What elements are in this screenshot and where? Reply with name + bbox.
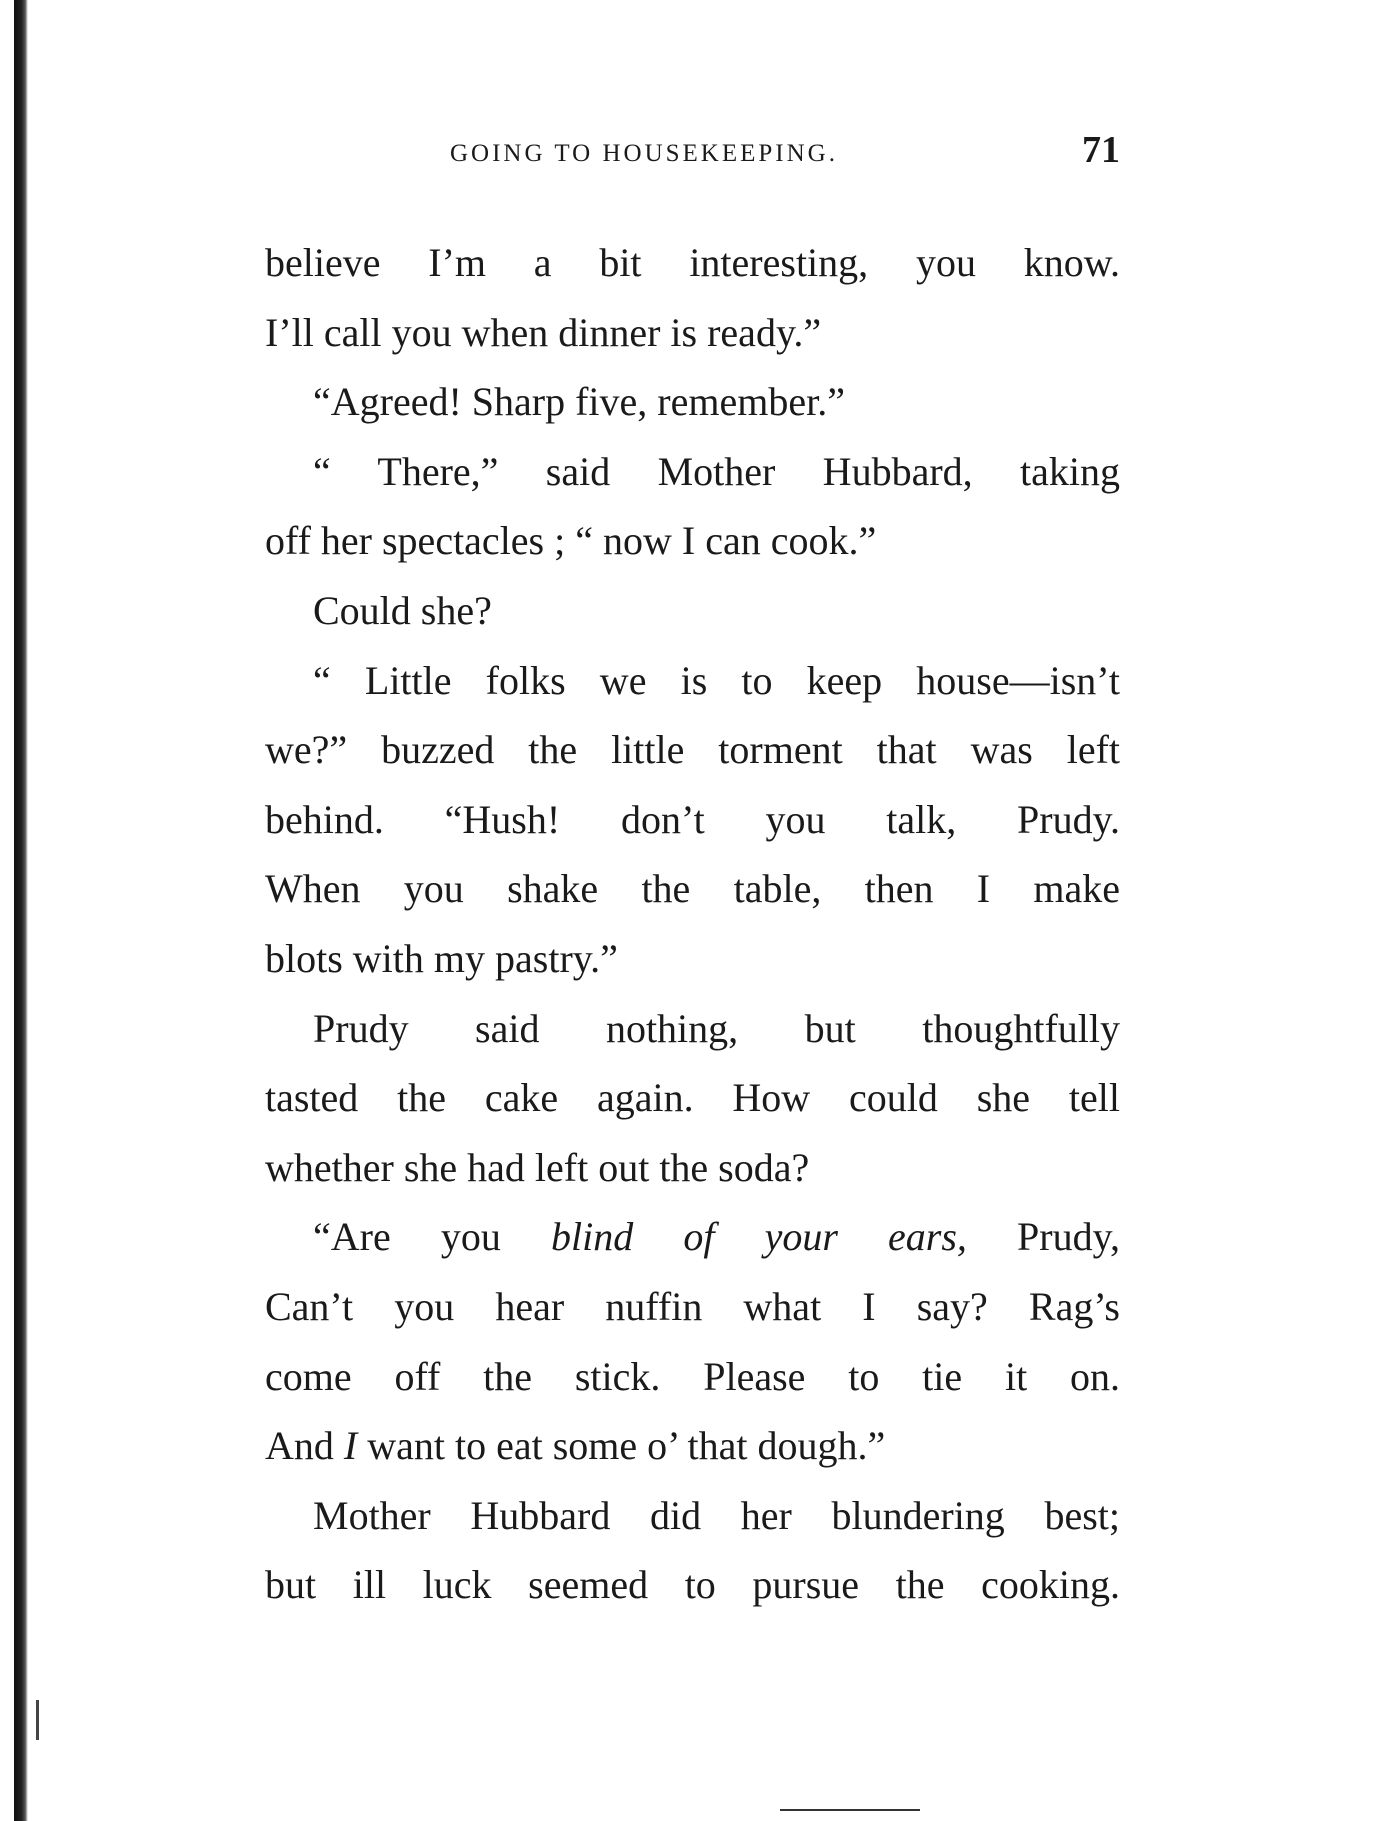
text-line: And I want to eat some o’ that dough.”	[265, 1423, 886, 1469]
text-line: I’ll call you when dinner is ready.”	[265, 309, 822, 355]
text-line: but ill luck seemed to pursue the cooking.	[265, 1562, 1120, 1608]
text-line: Could she?	[313, 587, 492, 633]
binding-edge	[14, 0, 28, 1821]
body-text	[265, 228, 1120, 1620]
text-line: Prudy said nothing, but thoughtfully	[313, 1005, 1120, 1051]
text-line: “Agreed! Sharp five, remember.”	[313, 379, 845, 425]
italic-phrase: blind of your ears,	[550, 1214, 967, 1260]
text-line: believe I’m a bit interesting, you know.	[265, 240, 1120, 285]
text-line: “Are you blind of your ears, Prudy,	[313, 1214, 1121, 1260]
text-line: tasted the cake again. How could she tell	[265, 1075, 1120, 1121]
text-line: come off the stick. Please to tie it on.	[265, 1353, 1120, 1399]
footer-rule	[780, 1809, 920, 1811]
text-line: behind. “Hush! don’t you talk, Prudy.	[265, 796, 1120, 842]
text-line: Can’t you hear nuffin what I say? Rag’s	[265, 1283, 1120, 1329]
text-line: off her spectacles ; “ now I can cook.”	[265, 518, 877, 564]
running-head	[265, 128, 1120, 184]
text-line: Mother Hubbard did her blundering best;	[313, 1492, 1120, 1538]
text-line: blots with my pastry.”	[265, 935, 618, 981]
italic-phrase: I	[343, 1423, 358, 1469]
binding-speck	[36, 1700, 39, 1740]
text-line: “ Little folks we is to keep house—isn’t	[313, 657, 1120, 703]
text-line: When you shake the table, then I make	[265, 866, 1120, 912]
text-line: whether she had left out the soda?	[265, 1144, 810, 1190]
text-line: we?” buzzed the little torment that was left	[265, 727, 1120, 773]
text-line: “ There,” said Mother Hubbard, taking	[313, 448, 1120, 494]
running-title: GOING TO HOUSEKEEPING.	[450, 140, 838, 167]
page-number: 71	[1082, 129, 1120, 171]
